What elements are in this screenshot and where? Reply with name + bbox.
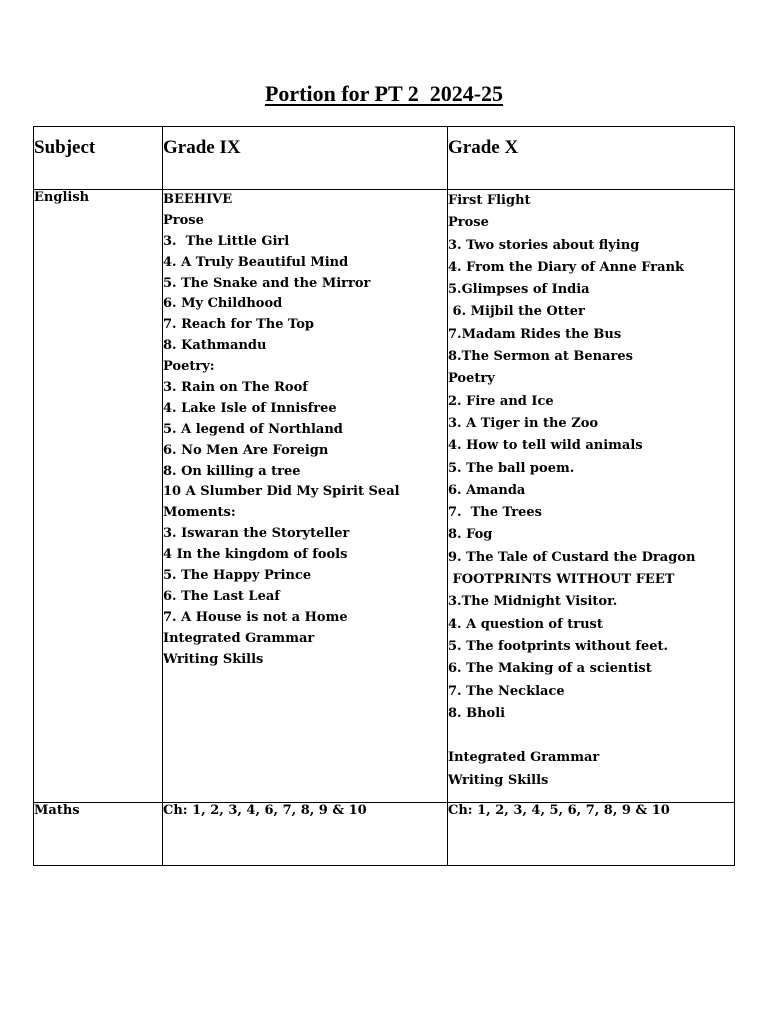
list-item: 8. Bholi <box>448 705 506 721</box>
list-item: 4. Lake Isle of Innisfree <box>163 400 337 416</box>
list-item: 6. My Childhood <box>163 296 283 312</box>
list-item: Prose <box>163 212 204 228</box>
list-item: 3.The Midnight Visitor. <box>448 594 618 610</box>
list-item: 8. On killing a tree <box>163 463 301 479</box>
list-item: 2. Fire and Ice <box>448 393 554 409</box>
list-item: 6. The Making of a scientist <box>448 661 652 677</box>
list-item: 4 In the kingdom of fools <box>163 547 348 563</box>
list-item: 10 A Slumber Did My Spirit Seal <box>163 484 400 500</box>
list-item: 3. A Tiger in the Zoo <box>448 415 599 431</box>
list-item: 7. Reach for The Top <box>163 317 314 333</box>
list-item: Integrated Grammar <box>163 630 315 646</box>
table-header-row <box>34 127 735 190</box>
header-grade-ix: Grade IX <box>163 127 448 190</box>
list-item: 5. The Snake and the Mirror <box>163 275 371 291</box>
list-item: 6. No Men Are Foreign <box>163 442 329 458</box>
table-row-maths <box>34 803 735 866</box>
list-item: Writing Skills <box>448 772 549 788</box>
list-item: 5. The footprints without feet. <box>448 638 669 654</box>
list-item: 4. How to tell wild animals <box>448 438 643 454</box>
list-item: 7. The Necklace <box>448 683 565 699</box>
portion-table <box>33 126 735 866</box>
list-item: Writing Skills <box>163 651 264 667</box>
list-item: Poetry: <box>163 359 215 375</box>
english-grade-x-list <box>448 190 734 792</box>
list-item: 6. The Last Leaf <box>163 588 280 604</box>
list-item: 5. A legend of Northland <box>163 421 343 437</box>
list-item: 4. A question of trust <box>448 616 603 632</box>
list-item: 6. Amanda <box>448 482 526 498</box>
english-grade-x-cell <box>448 190 735 803</box>
list-item: BEEHIVE <box>163 192 233 207</box>
subject-maths: Maths <box>34 803 163 866</box>
list-item: 9. The Tale of Custard the Dragon <box>448 549 696 565</box>
header-subject: Subject <box>34 127 163 190</box>
list-item <box>448 725 734 747</box>
list-item: 7. The Trees <box>448 505 542 521</box>
list-item: Prose <box>448 215 489 231</box>
list-item: Moments: <box>163 505 236 521</box>
list-item: 3. Iswaran the Storyteller <box>163 526 350 542</box>
table-row-english <box>34 190 735 803</box>
list-item: 5.Glimpses of India <box>448 282 590 298</box>
list-item: 3. Rain on The Roof <box>163 380 308 396</box>
list-item: 3. The Little Girl <box>163 233 290 249</box>
list-item: 4. A Truly Beautiful Mind <box>163 254 349 270</box>
list-item: 6. Mijbil the Otter <box>448 304 585 320</box>
maths-grade-ix: Ch: 1, 2, 3, 4, 6, 7, 8, 9 & 10 <box>163 803 448 866</box>
english-grade-ix-list <box>163 190 447 670</box>
list-item: Poetry <box>448 371 495 387</box>
maths-grade-x: Ch: 1, 2, 3, 4, 5, 6, 7, 8, 9 & 10 <box>448 803 735 866</box>
list-item: Integrated Grammar <box>448 750 600 766</box>
header-grade-x: Grade X <box>448 127 735 190</box>
list-item: FOOTPRINTS WITHOUT FEET <box>448 572 675 588</box>
list-item: 5. The ball poem. <box>448 460 575 476</box>
list-item: 8. Fog <box>448 527 493 543</box>
list-item: 8. Kathmandu <box>163 338 267 354</box>
list-item: 3. Two stories about flying <box>448 237 640 253</box>
list-item: 5. The Happy Prince <box>163 568 312 584</box>
list-item: 4. From the Diary of Anne Frank <box>448 259 685 275</box>
subject-english: English <box>34 190 163 803</box>
page-title <box>0 80 768 108</box>
page-title-text: Portion for PT 2 2024-25 <box>264 81 504 106</box>
english-grade-ix-cell <box>163 190 448 803</box>
list-item: 8.The Sermon at Benares <box>448 349 633 365</box>
list-item: 7.Madam Rides the Bus <box>448 326 622 342</box>
list-item: First Flight <box>448 193 531 208</box>
list-item: 7. A House is not a Home <box>163 609 348 625</box>
